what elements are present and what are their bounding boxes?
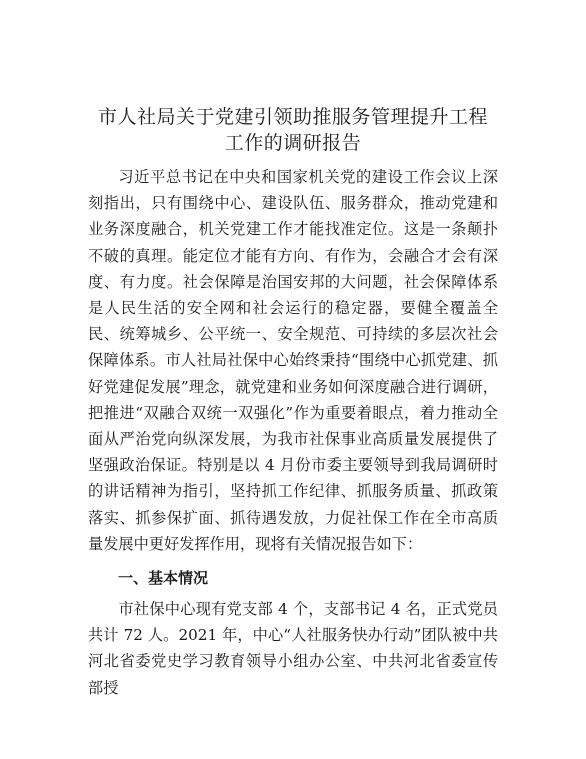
document-title — [88, 104, 498, 156]
section-heading-basic-situation: 一、基本情况 — [118, 569, 209, 588]
document-body — [88, 164, 498, 701]
title-line-1: 市人社局关于党建引领助推服务管理提升工程 — [97, 106, 488, 128]
paragraph-intro: 习近平总书记在中央和国家机关党的建设工作会议上深刻指出，只有围绕中心、建设队伍、服务群众，推动党建和业务深度融合，机关党建工作才能找准定位。这是一条颠扑不破的真理。能定位才能有方向、有作为，会融合才会有深度、有力度。社会保障是治国安邦的大问题，社会保障体系是人民生活的安全网和社会运行的稳定器，要健全覆盖全民、统筹城乡、公平统一、安全规范、可持续的多层次社会保障体系。市人社局社保中心始终秉持“围绕中心抓党建、抓好党建促发展”理念，就党建和业务如何深度融合进行调研，把推进“双融合双统一双强化”作为重要着眼点，着力推动全面从严治党向纵深发展，为我市社保事业高质量发展提供了坚强政治保证。特别是以 4 月份市委主要领导到我局调研时的讲话精神为指引，坚持抓工作纪律、抓服务质量、抓政策落实、抓参保扩面、抓待遇发放，力促社保工作在全市高质量发展中更好发挥作用，现将有关情况报告如下： — [88, 168, 498, 553]
title-line-2: 工作的调研报告 — [224, 132, 362, 154]
paragraph-basic-situation: 市社保中心现有党支部 4 个，支部书记 4 名，正式党员共计 72 人。2021 年，中心“人社服务快办行动”团队被中共河北省委党史学习教育领导小组办公室、中共河北省委宣传部授 — [88, 600, 498, 697]
